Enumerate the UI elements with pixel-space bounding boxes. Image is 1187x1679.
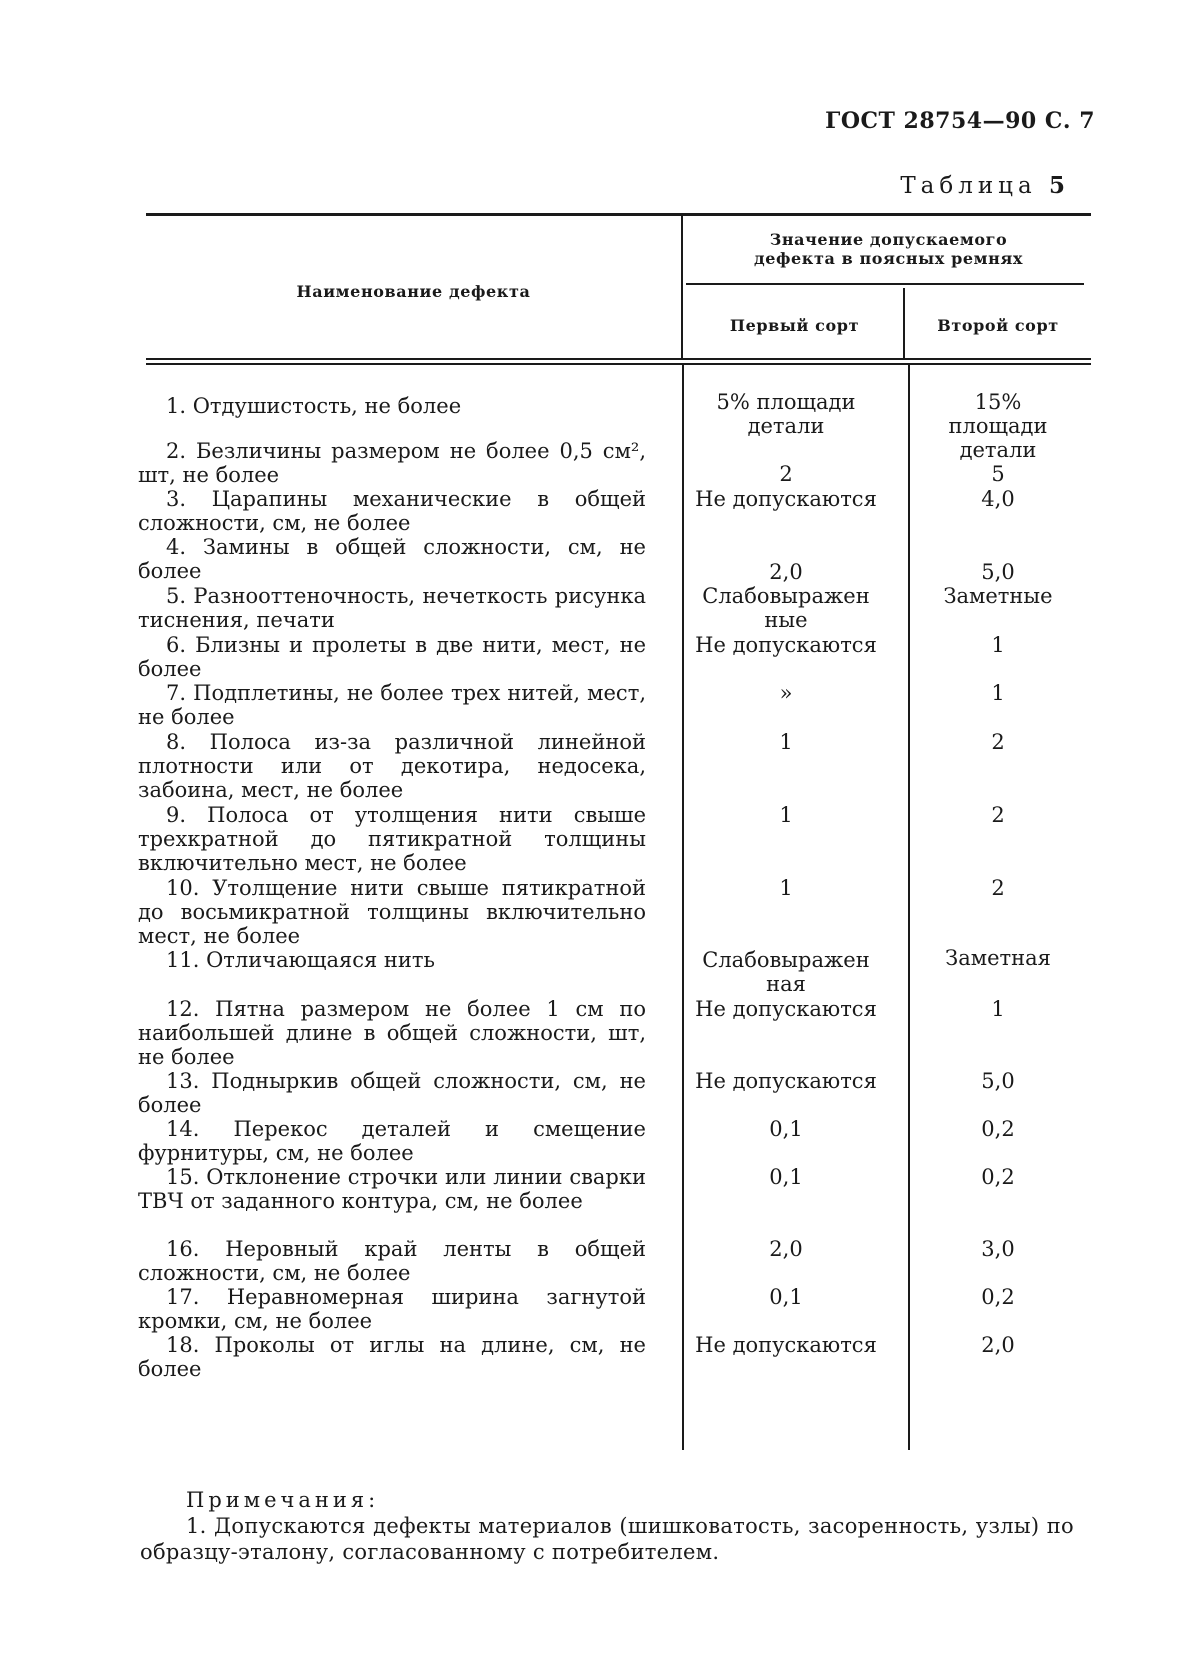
second-grade-value: 2 xyxy=(991,730,1005,754)
first-grade-value: 2,0 xyxy=(769,560,803,584)
defect-name: 7. Подплетины, не более трех нитей, мест, не более xyxy=(138,681,646,729)
first-grade-value: Не допускаются xyxy=(695,487,877,511)
defect-name: 10. Утолщение нити свыше пятикратной до восьмикратной толщины включительно мест, не более xyxy=(138,876,646,948)
second-grade-value: 1 xyxy=(991,997,1005,1021)
second-grade-value: 5 xyxy=(991,462,1005,486)
defect-name: 8. Полоса из-за различной линейной плотности или от декотира, недосека, забоина, мест, не более xyxy=(138,730,646,802)
first-grade-value: 2 xyxy=(779,462,793,486)
second-grade-value: 1 xyxy=(991,681,1005,705)
column-divider-1-body xyxy=(682,365,684,1450)
defect-name: 1. Отдушистость, не более xyxy=(166,394,462,418)
notes-title: Примечания: xyxy=(186,1488,380,1512)
second-grade-value: 3,0 xyxy=(981,1237,1015,1261)
first-grade-value: 2,0 xyxy=(769,1237,803,1261)
column-divider-1 xyxy=(681,216,683,358)
first-grade-value: 0,1 xyxy=(769,1117,803,1141)
header-second-grade: Второй сорт xyxy=(937,316,1059,335)
defect-name: 2. Безличины размером не более 0,5 см², шт, не более xyxy=(138,439,646,487)
note-item: 1. Допускаются дефекты материалов (шишковатость, засоренность, узлы) по образцу-эталону, согласованному с потребителем. xyxy=(140,1514,1074,1564)
first-grade-value: Слабовыраженные xyxy=(702,584,870,632)
header-bottom-rule-double xyxy=(146,363,1091,365)
table-top-rule xyxy=(146,213,1091,216)
defect-name: 18. Проколы от иглы на длине, см, не более xyxy=(138,1333,646,1381)
first-grade-value: 1 xyxy=(779,730,793,754)
first-grade-value: Слабовыраженная xyxy=(702,948,870,996)
second-grade-value: 0,2 xyxy=(981,1165,1015,1189)
second-grade-value: Заметная xyxy=(945,946,1051,970)
defect-name: 17. Неравномерная ширина загнутой кромки, см, не более xyxy=(138,1285,646,1333)
second-grade-value: 5,0 xyxy=(981,1069,1015,1093)
first-grade-value: » xyxy=(779,681,793,705)
first-grade-value: Не допускаются xyxy=(695,1069,877,1093)
header-defect-name: Наименование дефекта xyxy=(296,282,531,301)
defect-name: 12. Пятна размером не более 1 см по наибольшей длине в общей сложности, шт, не более xyxy=(138,997,646,1069)
defect-name: 14. Перекос деталей и смещение фурнитуры, см, не более xyxy=(138,1117,646,1165)
first-grade-value: Не допускаются xyxy=(695,633,877,657)
defect-name: 11. Отличающаяся нить xyxy=(166,948,435,972)
first-grade-value: 0,1 xyxy=(769,1285,803,1309)
header-bottom-rule xyxy=(146,358,1091,360)
second-grade-value: 15% площади детали xyxy=(948,390,1048,462)
first-grade-value: Не допускаются xyxy=(695,1333,877,1357)
header-value-group: Значение допускаемого дефекта в поясных ремнях xyxy=(753,230,1024,268)
first-grade-value: 1 xyxy=(779,876,793,900)
first-grade-value: 1 xyxy=(779,803,793,827)
second-grade-value: Заметные xyxy=(943,584,1053,608)
table-number: 5 xyxy=(1048,172,1065,199)
page-header: ГОСТ 28754—90 С. 7 xyxy=(825,108,1095,134)
second-grade-value: 1 xyxy=(991,633,1005,657)
second-grade-value: 4,0 xyxy=(981,487,1015,511)
header-group-rule xyxy=(686,283,1084,285)
defect-name: 5. Разнооттеночность, нечеткость рисунка тиснения, печати xyxy=(138,584,646,632)
defect-name: 15. Отклонение строчки или линии сварки ТВЧ от заданного контура, см, не более xyxy=(138,1165,646,1213)
defect-name: 9. Полоса от утолщения нити свыше трехкратной до пятикратной толщины включительно мест, не более xyxy=(138,803,646,875)
first-grade-value: Не допускаются xyxy=(695,997,877,1021)
second-grade-value: 2,0 xyxy=(981,1333,1015,1357)
first-grade-value: 5% площади детали xyxy=(716,390,856,438)
table-label: Таблица xyxy=(900,173,1037,199)
defect-name: 13. Подныркив общей сложности, см, не более xyxy=(138,1069,646,1117)
defect-name: 16. Неровный край ленты в общей сложности, см, не более xyxy=(138,1237,646,1285)
defect-name: 6. Близны и пролеты в две нити, мест, не более xyxy=(138,633,646,681)
header-first-grade: Первый сорт xyxy=(729,316,860,335)
second-grade-value: 0,2 xyxy=(981,1285,1015,1309)
table-title xyxy=(900,172,1065,199)
second-grade-value: 0,2 xyxy=(981,1117,1015,1141)
defect-name: 4. Замины в общей сложности, см, не более xyxy=(138,535,646,583)
second-grade-value: 2 xyxy=(991,803,1005,827)
defect-name: 3. Царапины механические в общей сложности, см, не более xyxy=(138,487,646,535)
second-grade-value: 5,0 xyxy=(981,560,1015,584)
second-grade-value: 2 xyxy=(991,876,1005,900)
first-grade-value: 0,1 xyxy=(769,1165,803,1189)
